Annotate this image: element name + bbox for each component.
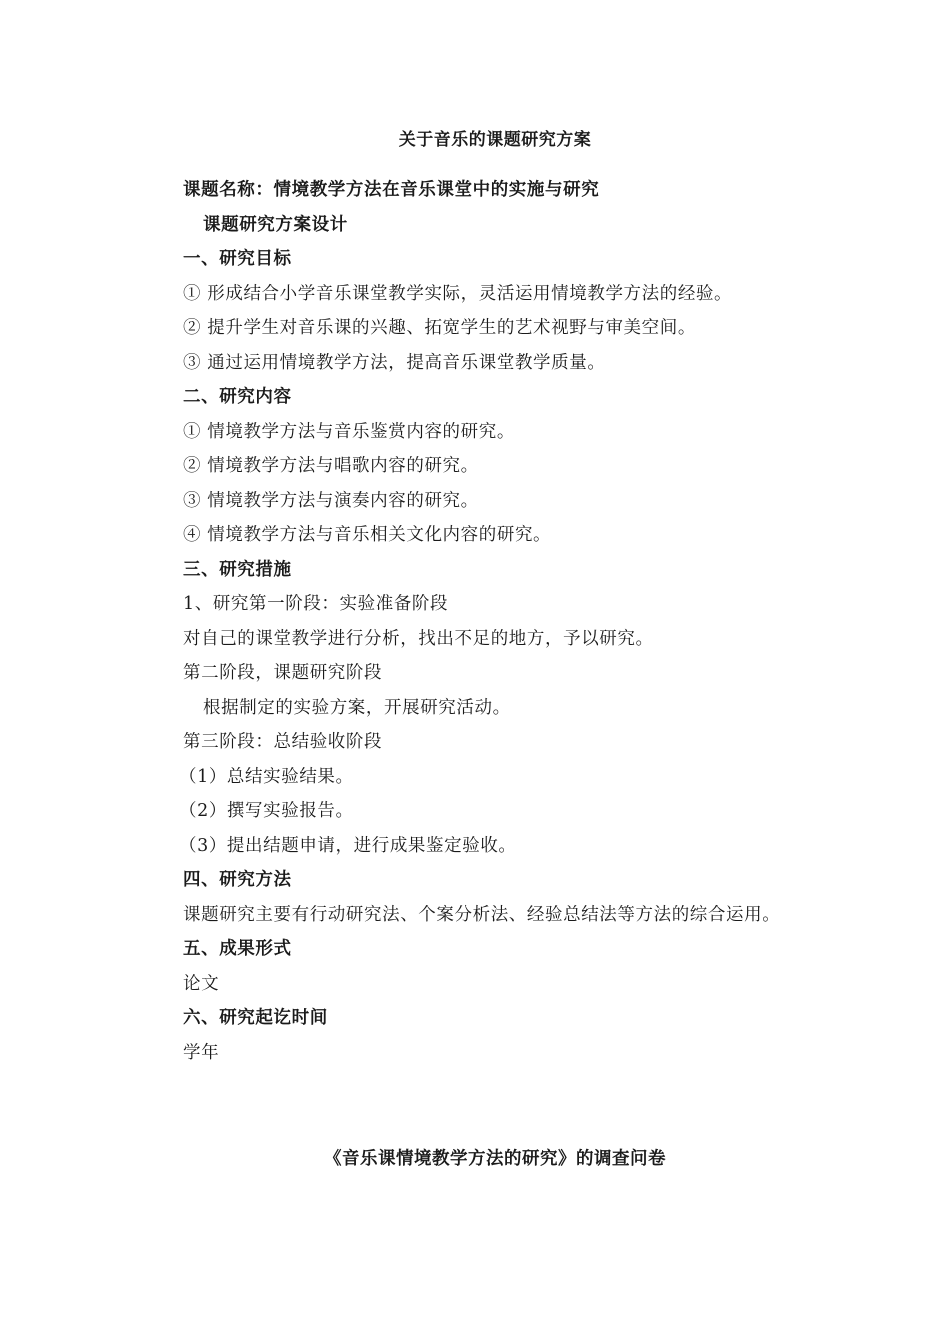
section-heading-measures: 三、研究措施 [183, 559, 292, 580]
section-heading-results: 五、成果形式 [183, 939, 292, 959]
list-item: （1）总结实验结果。 [179, 766, 354, 787]
design-heading: 课题研究方案设计 [203, 214, 348, 235]
list-item: 根据制定的实验方案，开展研究活动。 [203, 697, 511, 718]
list-item: 1、研究第一阶段：实验准备阶段 [183, 594, 449, 614]
document-body [179, 178, 883, 1075]
list-item: （2）撰写实验报告。 [179, 801, 354, 821]
list-item: 论文 [183, 973, 220, 994]
section-heading-timeline: 六、研究起讫时间 [183, 1008, 328, 1028]
subject-line: 课题名称：情境教学方法在音乐课堂中的实施与研究 [183, 180, 600, 200]
list-item: ① 情境教学方法与音乐鉴赏内容的研究。 [183, 421, 515, 442]
list-item: ② 情境教学方法与唱歌内容的研究。 [183, 456, 479, 476]
list-item: （3）提出结题申请，进行成果鉴定验收。 [179, 835, 517, 856]
survey-title: 《音乐课情境教学方法的研究》的调查问卷 [324, 1149, 666, 1169]
list-item: 学年 [183, 1042, 220, 1063]
list-item: ③ 通过运用情境教学方法，提高音乐课堂教学质量。 [183, 352, 606, 373]
list-item: ① 形成结合小学音乐课堂教学实际，灵活运用情境教学方法的经验。 [183, 283, 733, 304]
list-item: 第三阶段：总结验收阶段 [183, 732, 383, 752]
section-heading-methods: 四、研究方法 [183, 870, 292, 890]
document-title: 关于音乐的课题研究方案 [398, 130, 592, 150]
section-heading-content: 二、研究内容 [183, 387, 292, 407]
list-item: 课题研究主要有行动研究法、个案分析法、经验总结法等方法的综合运用。 [183, 904, 781, 925]
list-item: 对自己的课堂教学进行分析，找出不足的地方，予以研究。 [183, 628, 654, 649]
list-item: ② 提升学生对音乐课的兴趣、拓宽学生的艺术视野与审美空间。 [183, 318, 696, 338]
list-item: ④ 情境教学方法与音乐相关文化内容的研究。 [183, 525, 552, 545]
section-heading-goals: 一、研究目标 [183, 249, 292, 269]
list-item: ③ 情境教学方法与演奏内容的研究。 [183, 490, 479, 511]
list-item: 第二阶段，课题研究阶段 [183, 663, 383, 683]
